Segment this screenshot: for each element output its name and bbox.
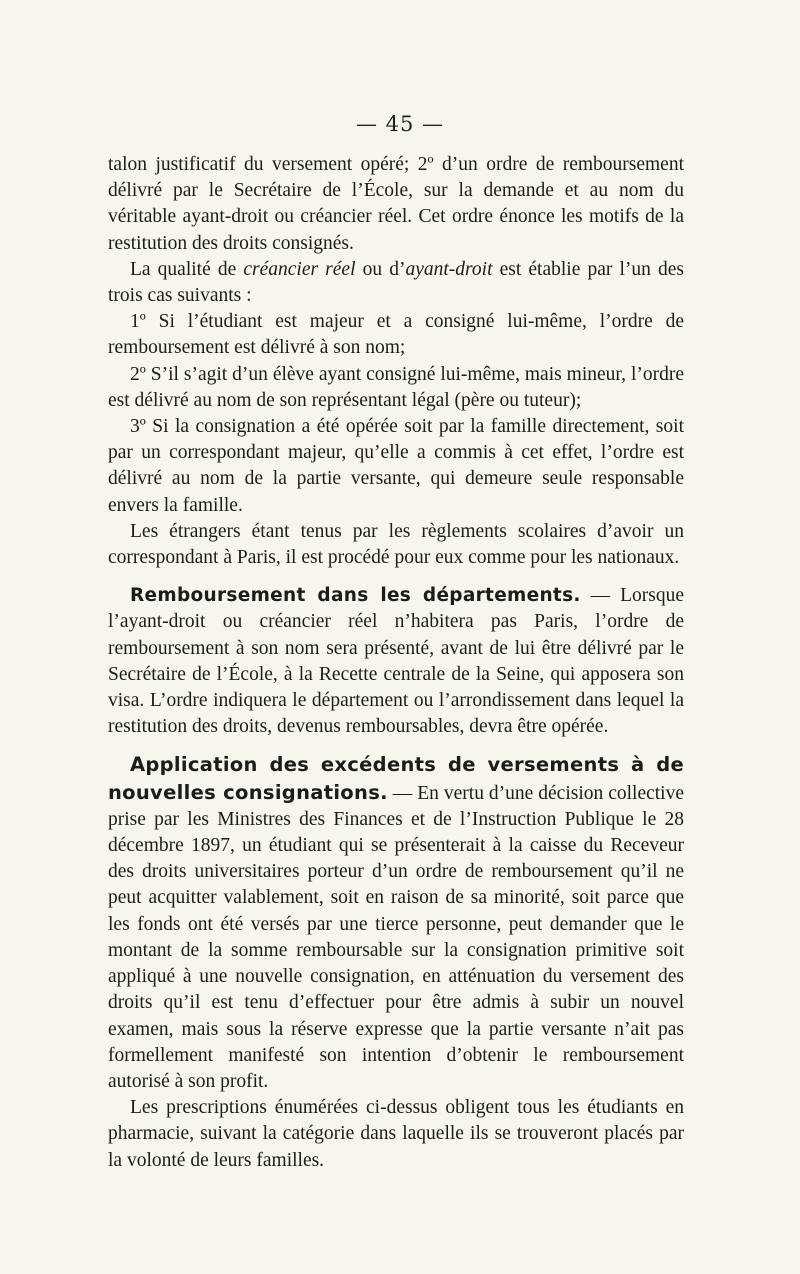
section-remboursement-body: Lorsque l’ayant-droit ou créancier réel n’habitera pas Paris, l’ordre de remboursement à son nom sera présenté, avant de lui être délivré par le Secrétaire de l’École, à la Recette centrale de la Seine, qui apposera son visa. L’ordre indiquera le département ou l’arrondissement dans lequel la restitution des droits, devenus remboursables, devra être opérée. <box>108 585 684 738</box>
paragraph-etrangers: Les étrangers étant tenus par les règlements scolaires d’avoir un correspondant à Paris, il est procédé pour eux comme pour les nationaux. <box>108 520 684 569</box>
case-three: 3º Si la consignation a été opérée soit par la famille directement, soit par un correspondant majeur, qu’elle a commis à cet effet, l’ordre est délivré au nom de la partie versante, qui demeure seule responsable envers la famille. <box>108 416 684 516</box>
section-application-dash: — <box>387 782 418 804</box>
paragraph-qualite-mid: ou d’ <box>355 258 406 280</box>
case-two: 2º S’il s’agit d’un élève ayant consigné lui-même, mais mineur, l’ordre est délivré au nom de son représentant légal (père ou tuteur); <box>108 363 684 411</box>
page-body <box>108 152 684 1174</box>
section-application-heading: Application des excédents de versements à de nouvelles consignations. <box>108 753 684 804</box>
section-remboursement <box>108 583 684 740</box>
case-one: 1º Si l’étudiant est majeur et a consigné lui-même, l’ordre de remboursement est délivré à son nom; <box>108 311 684 359</box>
paragraph-closing: Les prescriptions énumérées ci-dessus obligent tous les étudiants en pharmacie, suivant la catégorie dans laquelle ils se trouveront placés par la volonté de leurs familles. <box>108 1097 684 1171</box>
section-application <box>108 752 684 1095</box>
section-application-body: En vertu d’une décision collective prise par les Ministres des Finances et de l’Instruction Publique le 28 décembre 1897, un étudiant qui se présenterait à la caisse du Receveur des droits universitaires porteur d’un ordre de remboursement qu’il ne peut acquitter valablement, soit en raison de sa minorité, soit parce que les fonds ont été versés par une tierce personne, peut demander que le montant de la somme remboursable sur la consignation primitive soit appliqué à une nouvelle consignation, en atténuation du versement des droits qu’il est tenu d’effectuer pour être admis à subir un nouvel examen, mais sous la réserve expresse que la partie versante n’ait pas formellement manifesté son intention d’obtenir le remboursement autorisé à son profit. <box>108 782 685 1092</box>
section-remboursement-dash: — <box>580 585 621 607</box>
term-creancier-reel: créancier réel <box>243 258 356 280</box>
page-number: — 45 — <box>355 112 445 136</box>
paragraph-qualite-start: La qualité de <box>130 258 244 280</box>
section-remboursement-heading: Remboursement dans les départements. <box>130 585 581 607</box>
paragraph-qualite-end: est établie par l’un des trois cas suivants : <box>108 258 684 307</box>
paragraph-qualite <box>108 257 684 309</box>
paragraph-continuation: talon justificatif du versement opéré; 2º d’un ordre de remboursement délivré par le Secrétaire de l’École, sur la demande et au nom du véritable ayant-droit ou créancier réel. Cet ordre énonce les motifs de la restitution des droits consignés. <box>108 154 684 254</box>
term-ayant-droit: ayant-droit <box>405 258 493 280</box>
